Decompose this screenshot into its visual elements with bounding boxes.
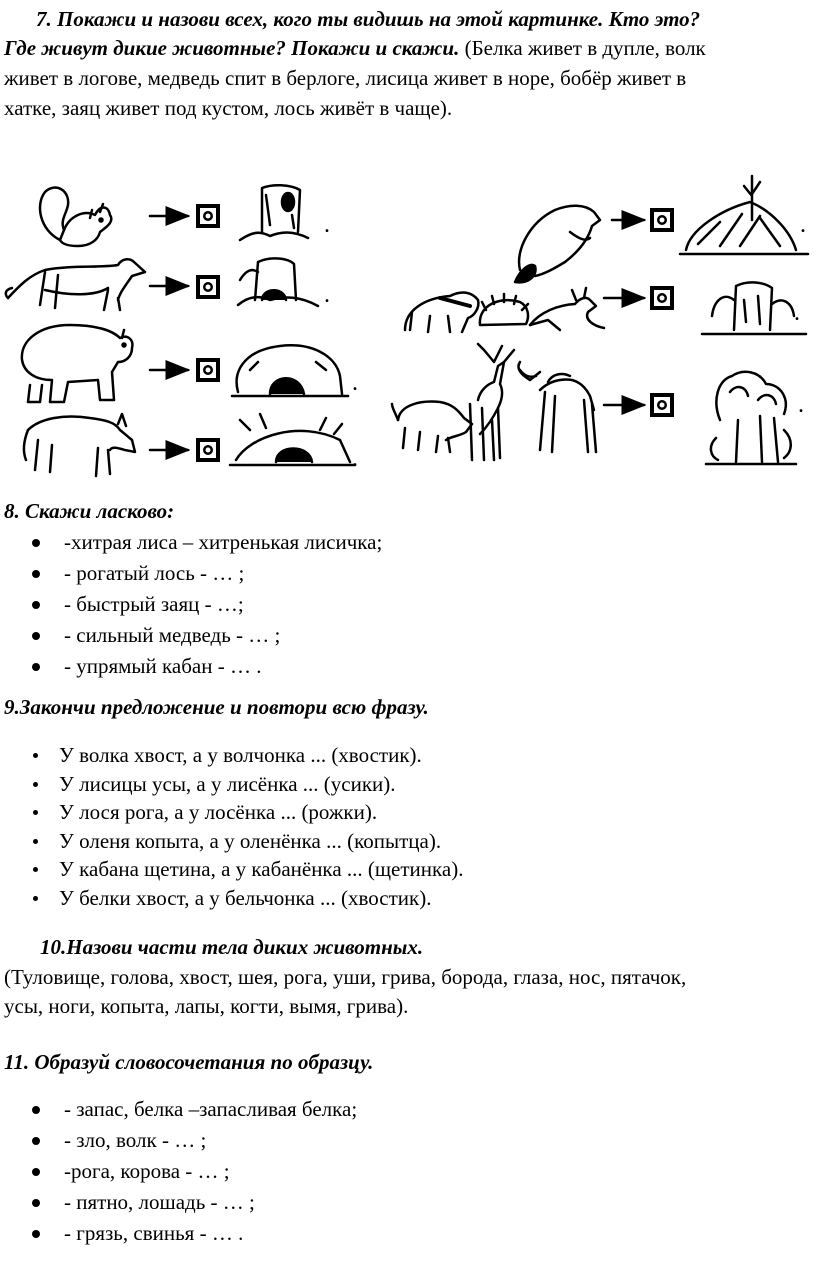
bullet-icon — [32, 663, 40, 671]
animals-homes-illustration — [0, 170, 816, 480]
list-item — [0, 1094, 816, 1125]
task11-title: 11. Образуй словосочетания по образцу. — [4, 1050, 374, 1074]
bullet-icon — [33, 782, 38, 787]
wolf-sniffing-drawing — [24, 414, 135, 476]
target-icon — [650, 393, 674, 417]
bullet-icon — [32, 632, 40, 640]
beaver-lodge-drawing — [680, 176, 808, 254]
task11-list — [0, 1094, 816, 1249]
task8-title: 8. Скажи ласково: — [4, 499, 175, 523]
list-item — [0, 651, 816, 682]
task9-title: 9.Закончи предложение и повтори всю фразу. — [4, 695, 429, 719]
target-icon — [650, 286, 674, 310]
beaver-drawing — [515, 206, 600, 283]
bullet-icon — [32, 1106, 40, 1114]
hedgehog-drawing — [480, 294, 528, 325]
list-item — [0, 620, 816, 651]
list-item — [0, 558, 816, 589]
task10-line2: усы, ноги, копыта, лапы, когти, вымя, грива). — [4, 994, 409, 1018]
task7-question: Где живут дикие животные? Покажи и скажи. — [4, 36, 460, 60]
task10-line1: (Туловище, голова, хвост, шея, рога, уши, грива, борода, глаза, нос, пятачок, — [4, 965, 687, 989]
list-item-text: - сильный медведь - … ; — [64, 623, 281, 647]
list-item-text: - зло, волк - … ; — [64, 1128, 207, 1152]
list-item-text: У лисицы усы, а у лисёнка ... (усики). — [59, 771, 396, 796]
list-item — [0, 770, 816, 799]
answer-dot: . — [324, 282, 330, 308]
bullet-icon — [33, 810, 38, 815]
list-item-text: - упрямый кабан - … . — [64, 654, 262, 678]
task7-answer-start: (Белка живет в дупле, волк — [459, 36, 706, 60]
list-item — [0, 589, 816, 620]
bullet-icon — [32, 1199, 40, 1207]
target-icon — [196, 204, 220, 228]
badger-drawing — [405, 293, 478, 332]
list-item — [0, 1187, 816, 1218]
target-icon — [196, 438, 220, 462]
target-markers — [196, 204, 674, 462]
task7-line3: живет в логове, медведь спит в берлоге, лисица живет в норе, бобёр живет в — [4, 66, 687, 90]
bullet-icon — [32, 1137, 40, 1145]
deer-drawing — [470, 344, 514, 460]
arrows-left — [150, 216, 188, 450]
list-item-text: У кабана щетина, а у кабанёнка ... (щетинка). — [59, 857, 464, 881]
task7-line2 — [4, 34, 816, 63]
hare-bush-drawing — [702, 282, 806, 334]
tree-hollow-drawing — [240, 185, 308, 240]
squirrel-drawing — [40, 188, 111, 246]
wolf-drawing — [6, 259, 145, 310]
list-item-text: У лося рога, а у лосёнка ... (рожки). — [59, 800, 378, 824]
list-item-text: - рогатый лось - … ; — [64, 561, 245, 585]
task7-title: 7. Покажи и назови всех, кого ты видишь на этой картинке. Кто это? — [36, 7, 701, 31]
task9-list — [0, 741, 816, 912]
list-item-text: - пятно, лошадь - … ; — [64, 1190, 255, 1214]
bullet-icon — [33, 867, 38, 872]
boar-drawing — [392, 402, 472, 452]
list-item — [0, 884, 816, 913]
bear-lair-drawing — [232, 345, 348, 396]
list-item-text: -хитрая лиса – хитренькая лисичка; — [64, 530, 383, 554]
list-item — [0, 1156, 816, 1187]
answer-dot: . — [794, 300, 800, 326]
list-item — [0, 798, 816, 827]
wolf-den-drawing — [238, 258, 318, 306]
target-icon — [196, 358, 220, 382]
bullet-icon — [33, 753, 38, 758]
task7-line4: хатке, заяц живет под кустом, лось живёт в чаще). — [4, 96, 453, 120]
target-icon — [196, 275, 220, 299]
list-item-text: - грязь, свинья - … . — [64, 1221, 244, 1245]
answer-dot: . — [324, 212, 330, 238]
answer-dot: . — [352, 370, 358, 396]
forest-thicket-drawing — [706, 372, 796, 464]
bear-drawing — [22, 325, 133, 402]
list-item — [0, 1125, 816, 1156]
answer-dot: . — [800, 212, 806, 238]
moose-drawing — [518, 362, 596, 452]
list-item-text: - запас, белка –запасливая белка; — [64, 1097, 358, 1121]
arrows-right — [604, 220, 644, 405]
list-item — [0, 741, 816, 770]
task8-list — [0, 527, 816, 682]
hare-drawing — [530, 288, 604, 330]
list-item — [0, 855, 816, 884]
list-item-text: - быстрый заяц - …; — [64, 592, 244, 616]
fox-burrow-drawing — [230, 414, 355, 465]
bullet-icon — [32, 1168, 40, 1176]
answer-dot: . — [352, 446, 358, 472]
bullet-icon — [32, 1230, 40, 1238]
list-item — [0, 1218, 816, 1249]
list-item-text: У волка хвост, а у волчонка ... (хвостик). — [59, 743, 422, 767]
list-item-text: -рога, корова - … ; — [64, 1159, 230, 1183]
list-item — [0, 827, 816, 856]
bullet-icon — [32, 601, 40, 609]
bullet-icon — [33, 896, 38, 901]
list-item-text: У оленя копыта, а у оленёнка ... (копытца). — [59, 828, 442, 853]
bullet-icon — [33, 839, 38, 844]
list-item-text: У белки хвост, а у бельчонка ... (хвостик). — [59, 885, 432, 910]
bullet-icon — [32, 539, 40, 547]
bullet-icon — [32, 570, 40, 578]
task10-title: 10.Назови части тела диких животных. — [40, 935, 424, 959]
list-item — [0, 527, 816, 558]
answer-dot: . — [798, 392, 804, 418]
target-icon — [650, 208, 674, 232]
